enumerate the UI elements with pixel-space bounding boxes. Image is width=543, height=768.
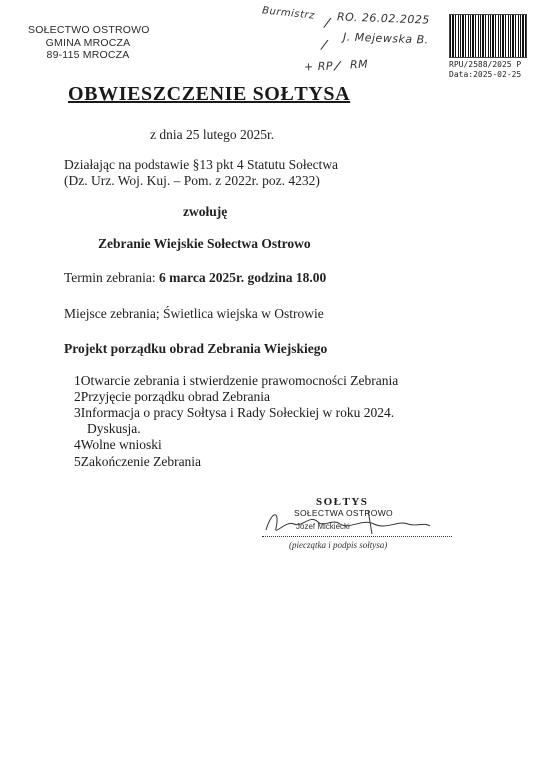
- legal-basis: Działając na podstawie §13 pkt 4 Statutu Sołectwa: [64, 157, 339, 172]
- signature-name: Józef Mickiecki: [296, 522, 350, 531]
- signature-scribble-icon: [258, 500, 438, 540]
- signature-subtitle: SOŁECTWA OSTROWO: [294, 508, 393, 518]
- signature-line: [262, 536, 452, 537]
- agenda-title: Projekt porządku obrad Zebrania Wiejskiego: [64, 341, 328, 356]
- handwritten-note: RO. 26.02.2025: [336, 10, 431, 27]
- meeting-name: Zebranie Wiejskie Sołectwa Ostrowo: [98, 236, 311, 251]
- agenda-item: 1Otwarcie zebrania i stwierdzenie prawomocności Zebrania: [74, 373, 399, 388]
- barcode-icon: [449, 14, 527, 58]
- agenda-item: 5Zakończenie Zebrania: [74, 454, 202, 469]
- handwritten-note: Burmistrz: [261, 5, 316, 22]
- meeting-place: Miejsce zebrania; Świetlica wiejska w Ostrowie: [64, 306, 324, 321]
- registry-number: RPU/2588/2025 P: [449, 60, 522, 69]
- agenda-item: 4Wolne wnioski: [74, 437, 162, 452]
- stamp-line: SOŁECTWO OSTROWO: [28, 24, 150, 36]
- handwritten-note: J. Mejewska B.: [342, 30, 429, 47]
- agenda-item: Dyskusja.: [87, 421, 141, 436]
- stamp-line: GMINA MROCZA: [45, 36, 131, 49]
- handwritten-slash: /: [333, 58, 342, 75]
- document-date: z dnia 25 lutego 2025r.: [150, 127, 275, 142]
- stamp-line: 89-115 MROCZA: [46, 49, 130, 61]
- handwritten-slash: /: [320, 37, 329, 54]
- village-stamp: [28, 24, 148, 62]
- signature-title: SOŁTYS: [316, 496, 369, 508]
- document-title: OBWIESZCZENIE SOŁTYSA: [68, 83, 351, 105]
- handwritten-note: + RP: [303, 59, 334, 74]
- legal-basis: (Dz. Urz. Woj. Kuj. – Pom. z 2022r. poz. 4232): [64, 173, 320, 188]
- handwritten-slash: /: [323, 15, 332, 32]
- agenda-item: 2Przyjęcie porządku obrad Zebrania: [74, 389, 271, 404]
- meeting-term: [64, 270, 326, 286]
- handwritten-note: RM: [349, 57, 369, 72]
- registry-date: Data:2025-02-25: [449, 70, 522, 79]
- signature-caption: (pieczątka i podpis sołtysa): [289, 540, 388, 550]
- term-value: 6 marca 2025r. godzina 18.00: [159, 270, 327, 285]
- agenda-item: 3Informacja o pracy Sołtysa i Rady Sołeckiej w roku 2024.: [74, 405, 395, 420]
- convene-word: zwołuję: [183, 204, 228, 219]
- term-label: Termin zebrania:: [64, 270, 160, 285]
